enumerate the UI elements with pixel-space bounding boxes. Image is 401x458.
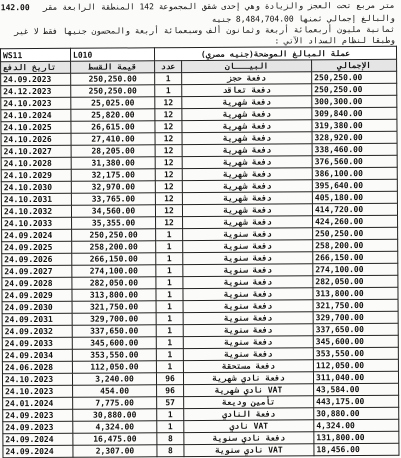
row-total: 43,584.00 xyxy=(314,383,399,396)
row-total: 250,250.00 xyxy=(312,71,397,84)
row-date: 24.10.2033 xyxy=(2,217,72,229)
row-total: 18,456.00 xyxy=(314,443,399,456)
col-header-description: البيـــان xyxy=(182,60,312,73)
row-count: 1 xyxy=(156,253,183,265)
row-amount: 26,615.00 xyxy=(71,121,155,134)
col-header-total: الإجمالي xyxy=(312,59,397,72)
row-total: 337,650.00 xyxy=(313,323,398,336)
row-description: دفعة شهرية xyxy=(182,144,312,157)
row-amount: 282,050.00 xyxy=(72,277,156,290)
row-date: 24.10.2026 xyxy=(1,133,71,145)
total-price-words: ثمانية مليون أربعمائة أربعة وثمانون ألف وسبعمائة أربعة والمحسون جنيها فقط لا غير xyxy=(14,24,395,37)
row-date: 24.09.2028 xyxy=(2,277,72,289)
row-amount: 2,307.00 xyxy=(73,445,157,458)
row-amount: 7,775.00 xyxy=(73,397,157,410)
contract-line-unit xyxy=(0,0,399,13)
row-amount: 30,880.00 xyxy=(73,409,157,422)
row-description: دفعة شهرية xyxy=(182,132,312,145)
row-count: 1 xyxy=(156,229,183,241)
row-amount: 274,100.00 xyxy=(72,265,156,278)
table-row xyxy=(3,443,399,457)
row-description: دفعة سنوية xyxy=(183,240,313,253)
row-description: دفعة مستحقة xyxy=(183,360,313,373)
row-amount: 250,250.00 xyxy=(71,85,155,98)
row-description: دفعة حجز xyxy=(182,72,312,85)
row-date: 24.09.2032 xyxy=(2,325,72,337)
row-total: 338,460.00 xyxy=(312,143,397,156)
row-total: 319,380.00 xyxy=(312,119,397,132)
row-description: دفعة شهرية xyxy=(182,204,312,217)
row-count: 12 xyxy=(155,121,182,133)
row-count: 1 xyxy=(156,313,183,325)
row-amount: 266,150.00 xyxy=(72,253,156,266)
row-description: دفعة شهرية xyxy=(182,192,312,205)
row-total: 328,920.00 xyxy=(312,131,397,144)
row-description: دفعة شهرية xyxy=(182,180,312,193)
row-description: VAT نادي xyxy=(184,420,314,433)
row-count: 96 xyxy=(156,373,183,385)
row-amount: 250,250.00 xyxy=(71,73,155,86)
row-total: 395,640.00 xyxy=(312,179,397,192)
row-amount: 3,240.00 xyxy=(72,373,156,386)
row-description: دفعة النادي xyxy=(184,408,314,421)
row-description: تأمين وديعة xyxy=(184,396,314,409)
row-date: 24.10.2032 xyxy=(1,205,71,217)
row-date: 24.12.2023 xyxy=(1,85,71,97)
row-total: 353,550.00 xyxy=(313,347,398,360)
row-description: دفعة شهرية xyxy=(182,156,312,169)
row-count: 12 xyxy=(155,205,182,217)
row-total: 266,150.00 xyxy=(313,251,398,264)
row-date: 24.10.2023 xyxy=(3,385,73,397)
row-total: 300,300.00 xyxy=(312,95,397,108)
row-count: 1 xyxy=(155,85,182,97)
row-amount: 32,175.00 xyxy=(71,169,155,182)
row-count: 1 xyxy=(157,421,184,433)
row-date: 24.09.2031 xyxy=(2,313,72,325)
row-date: 24.09.2030 xyxy=(2,301,72,313)
contract-line-total xyxy=(0,13,399,24)
row-amount: 28,205.00 xyxy=(71,145,155,158)
row-amount: 34,560.00 xyxy=(71,205,155,218)
row-count: 12 xyxy=(155,157,182,169)
row-count: 1 xyxy=(156,289,183,301)
row-date: 24.10.2025 xyxy=(1,121,71,133)
row-date: 24.09.2025 xyxy=(2,241,72,253)
col-header-count: عدد xyxy=(155,61,182,73)
col-header-amount: قيمة القسط xyxy=(71,61,155,74)
row-count: 1 xyxy=(156,301,183,313)
row-count: 1 xyxy=(156,241,183,253)
row-total: 405,180.00 xyxy=(312,191,397,204)
payment-plan-intro: وطبقا لنظام السداد الآتي : xyxy=(274,35,395,46)
payment-schedule-table xyxy=(0,46,399,458)
row-amount: 345,600.00 xyxy=(72,337,156,350)
row-total: 443,175.00 xyxy=(314,395,399,408)
unit-description-text: متر مربع تحت العجز والزيادة وهي إحدى شقق المجموعة 142 المنطقة الرابعة مقر xyxy=(43,0,395,12)
row-date: 24.10.2027 xyxy=(1,145,71,157)
row-date: 24.09.2023 xyxy=(1,73,71,85)
row-date: 24.10.2031 xyxy=(1,193,71,205)
row-count: 1 xyxy=(157,409,184,421)
row-count: 1 xyxy=(156,325,183,337)
row-amount: 258,200.00 xyxy=(72,241,156,254)
col-header-date: تاريخ الدفع xyxy=(1,61,71,73)
row-date: 24.09.2023 xyxy=(3,421,73,433)
row-description: دفعة سنوية xyxy=(183,348,313,361)
row-amount: 329,700.00 xyxy=(72,313,156,326)
ws-number: L010 xyxy=(70,48,154,62)
row-amount: 250,250.00 xyxy=(72,229,156,242)
row-total: 414,720.00 xyxy=(312,203,397,216)
row-count: 1 xyxy=(156,337,183,349)
row-date: 24.09.2033 xyxy=(2,337,72,349)
row-amount: 25,025.00 xyxy=(71,97,155,110)
row-description: دفعة نادي سنوية xyxy=(184,432,314,445)
table-body xyxy=(1,71,399,457)
row-description: دفعة سنوية xyxy=(183,324,313,337)
row-description: دفعة شهرية xyxy=(182,108,312,121)
unit-area-value: 142.00 xyxy=(0,3,30,13)
row-description: دفعة سنوية xyxy=(183,264,313,277)
row-total: 424,260.00 xyxy=(313,215,398,228)
row-description: VAT نادي سنوية xyxy=(184,444,314,457)
row-description: دفعة شهرية xyxy=(182,96,312,109)
row-total: 112,050.00 xyxy=(313,359,398,372)
row-description: دفعة سنوية xyxy=(183,288,313,301)
row-description: دفعة سنوية xyxy=(183,276,313,289)
row-date: 24.06.2028 xyxy=(2,361,72,373)
row-description: دفعة شهرية xyxy=(182,168,312,181)
row-count: 1 xyxy=(156,349,183,361)
row-date: 24.09.2026 xyxy=(2,253,72,265)
row-description: دفعة شهرية xyxy=(182,120,312,133)
row-description: دفعة شهرية xyxy=(183,216,313,229)
row-count: 12 xyxy=(155,133,182,145)
row-date: 24.10.2029 xyxy=(1,169,71,181)
row-total: 313,800.00 xyxy=(313,287,398,300)
row-amount: 112,050.00 xyxy=(72,361,156,374)
row-date: 24.09.2027 xyxy=(2,265,72,277)
row-count: 57 xyxy=(157,397,184,409)
row-date: 24.10.2024 xyxy=(1,109,71,121)
row-description: دفعة سنوية xyxy=(183,336,313,349)
row-amount: 353,550.00 xyxy=(72,349,156,362)
row-count: 1 xyxy=(156,265,183,277)
row-amount: 25,820.00 xyxy=(71,109,155,122)
row-description: VAT نادي شهرية xyxy=(184,384,314,397)
row-total: 250,250.00 xyxy=(312,83,397,96)
row-description: دفعة سنوية xyxy=(183,300,313,313)
row-count: 12 xyxy=(155,145,182,157)
row-date: 24.10.2028 xyxy=(1,157,71,169)
row-description: دفعة تعاقد xyxy=(182,84,312,97)
row-count: 8 xyxy=(157,445,184,457)
row-total: 321,750.00 xyxy=(313,299,398,312)
row-date: 24.01.2024 xyxy=(3,397,73,409)
row-amount: 4,324.00 xyxy=(73,421,157,434)
row-date: 24.09.2023 xyxy=(3,409,73,421)
row-total: 309,840.00 xyxy=(312,107,397,120)
total-price-text: والبالغ إجمالي ثمنها 8,484,704.00 جنيه xyxy=(211,13,395,24)
row-total: 311,040.00 xyxy=(313,371,398,384)
row-count: 12 xyxy=(155,169,182,181)
row-count: 1 xyxy=(156,361,183,373)
row-amount: 337,650.00 xyxy=(72,325,156,338)
row-date: 24.10.2023 xyxy=(1,97,71,109)
row-count: 8 xyxy=(157,433,184,445)
row-count: 1 xyxy=(156,277,183,289)
row-total: 131,800.00 xyxy=(314,431,399,444)
row-amount: 35,355.00 xyxy=(72,217,156,230)
currency-label: عملة المبالغ الموضحة(جنيه مصري) xyxy=(154,46,396,60)
row-amount: 321,750.00 xyxy=(72,301,156,314)
row-amount: 32,970.00 xyxy=(71,181,155,194)
row-description: دفعة نادي شهرية xyxy=(183,372,313,385)
row-date: 24.10.2030 xyxy=(1,181,71,193)
row-count: 1 xyxy=(155,73,182,85)
row-description: دفعة سنوية xyxy=(183,312,313,325)
row-amount: 454.00 xyxy=(73,385,157,398)
row-amount: 27,410.00 xyxy=(71,133,155,146)
row-count: 12 xyxy=(155,181,182,193)
row-total: 329,700.00 xyxy=(313,311,398,324)
row-amount: 16,475.00 xyxy=(73,433,157,446)
row-count: 12 xyxy=(155,109,182,121)
contract-line-words xyxy=(0,24,399,37)
row-total: 274,100.00 xyxy=(313,263,398,276)
row-total: 376,560.00 xyxy=(312,155,397,168)
row-count: 96 xyxy=(157,385,184,397)
row-amount: 33,765.00 xyxy=(71,193,155,206)
row-amount: 31,380.00 xyxy=(71,157,155,170)
row-date: 24.09.2034 xyxy=(2,349,72,361)
row-date: 24.09.2029 xyxy=(2,289,72,301)
row-date: 24.09.2024 xyxy=(2,229,72,241)
ws-code: WS11 xyxy=(0,48,70,61)
row-total: 345,600.00 xyxy=(313,335,398,348)
row-description: دفعة سنوية xyxy=(183,228,313,241)
row-total: 4,324.00 xyxy=(314,419,399,432)
row-count: 12 xyxy=(155,193,182,205)
row-date: 24.10.2023 xyxy=(2,373,72,385)
row-total: 250,250.00 xyxy=(313,227,398,240)
row-date: 24.09.2024 xyxy=(3,433,73,445)
row-count: 12 xyxy=(156,217,183,229)
row-count: 12 xyxy=(155,97,182,109)
row-date: 24.09.2024 xyxy=(3,445,73,457)
row-total: 258,200.00 xyxy=(313,239,398,252)
row-total: 30,880.00 xyxy=(314,407,399,420)
row-amount: 313,800.00 xyxy=(72,289,156,302)
row-total: 282,050.00 xyxy=(313,275,398,288)
row-total: 386,100.00 xyxy=(312,167,397,180)
row-description: دفعة سنوية xyxy=(183,252,313,265)
